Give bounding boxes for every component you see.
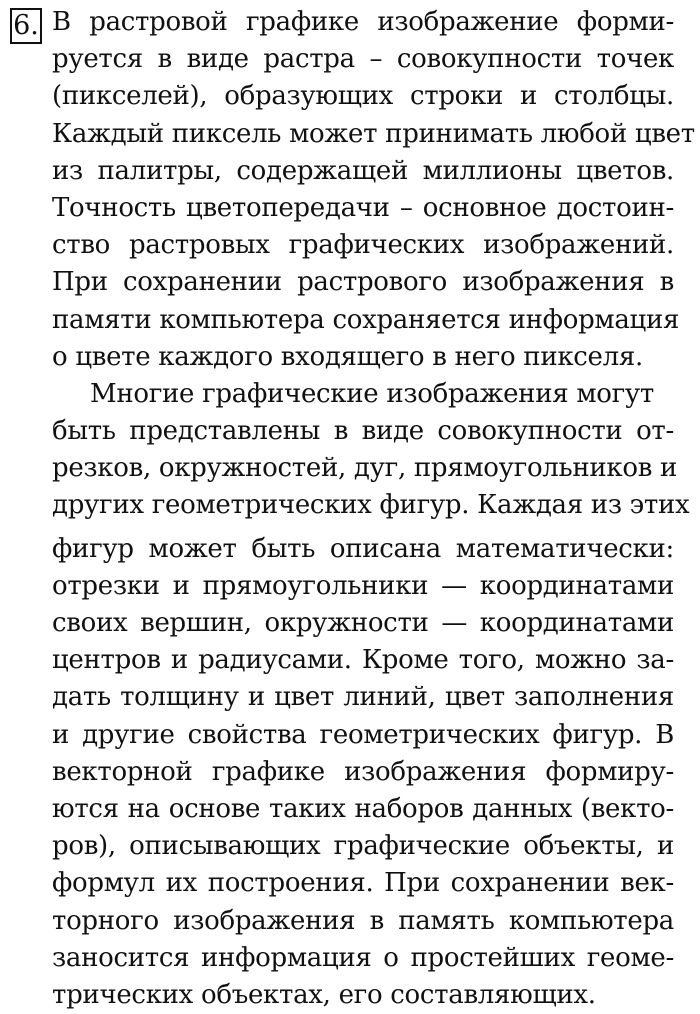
- text-line: памяти компьютера сохраняется информация: [52, 304, 680, 335]
- text-line: Многие графические изображения могут: [90, 378, 654, 409]
- text-line: Каждый пиксель может принимать любой цвет: [52, 118, 695, 149]
- text-line: из палитры, содержащей миллионы цветов.: [52, 155, 674, 186]
- text-line: (пикселей), образующих строки и столбцы.: [52, 81, 674, 112]
- text-line: При сохранении растрового изображения в: [52, 267, 674, 298]
- text-line: Точность цветопередачи – основное достоин-: [52, 192, 674, 223]
- text-line: своих вершин, окружности — координатами: [52, 608, 674, 638]
- text-line: резков, окружностей, дуг, прямоугольников и: [52, 453, 678, 484]
- text-line: трических объектах, его составляющих.: [52, 979, 596, 1010]
- text-line: векторной графике изображения формиру-: [52, 756, 674, 787]
- text-line: формул их построения. При сохранении век-: [52, 868, 674, 899]
- text-line: руется в виде растра – совокупности точек: [52, 44, 674, 75]
- text-line: дать толщину и цвет линий, цвет заполнения: [52, 682, 674, 713]
- body-text: [52, 4, 695, 1014]
- text-line: ров), описывающих графические объекты, и: [52, 831, 674, 862]
- exercise-number-box: 6.: [10, 8, 42, 44]
- text-line: В растровой графике изображение форми-: [52, 7, 674, 37]
- text-line: торного изображения в память компьютера: [52, 905, 674, 936]
- text-line: фигур может быть описана математически:: [52, 533, 674, 564]
- text-line: быть представлены в виде совокупности от-: [52, 416, 674, 447]
- text-line: и другие свойства геометрических фигур. В: [52, 719, 674, 750]
- text-line: других геометрических фигур. Каждая из этих: [52, 490, 690, 521]
- text-line: заносится информация о простейших геоме-: [52, 942, 674, 973]
- text-line: о цвете каждого входящего в него пикселя.: [52, 341, 643, 372]
- text-line: ются на основе таких наборов данных (векто-: [52, 793, 674, 824]
- text-line: отрезки и прямоугольники — координатами: [52, 570, 674, 601]
- text-line: центров и радиусами. Кроме того, можно за-: [52, 645, 674, 676]
- text-line: ство растровых графических изображений.: [52, 230, 674, 261]
